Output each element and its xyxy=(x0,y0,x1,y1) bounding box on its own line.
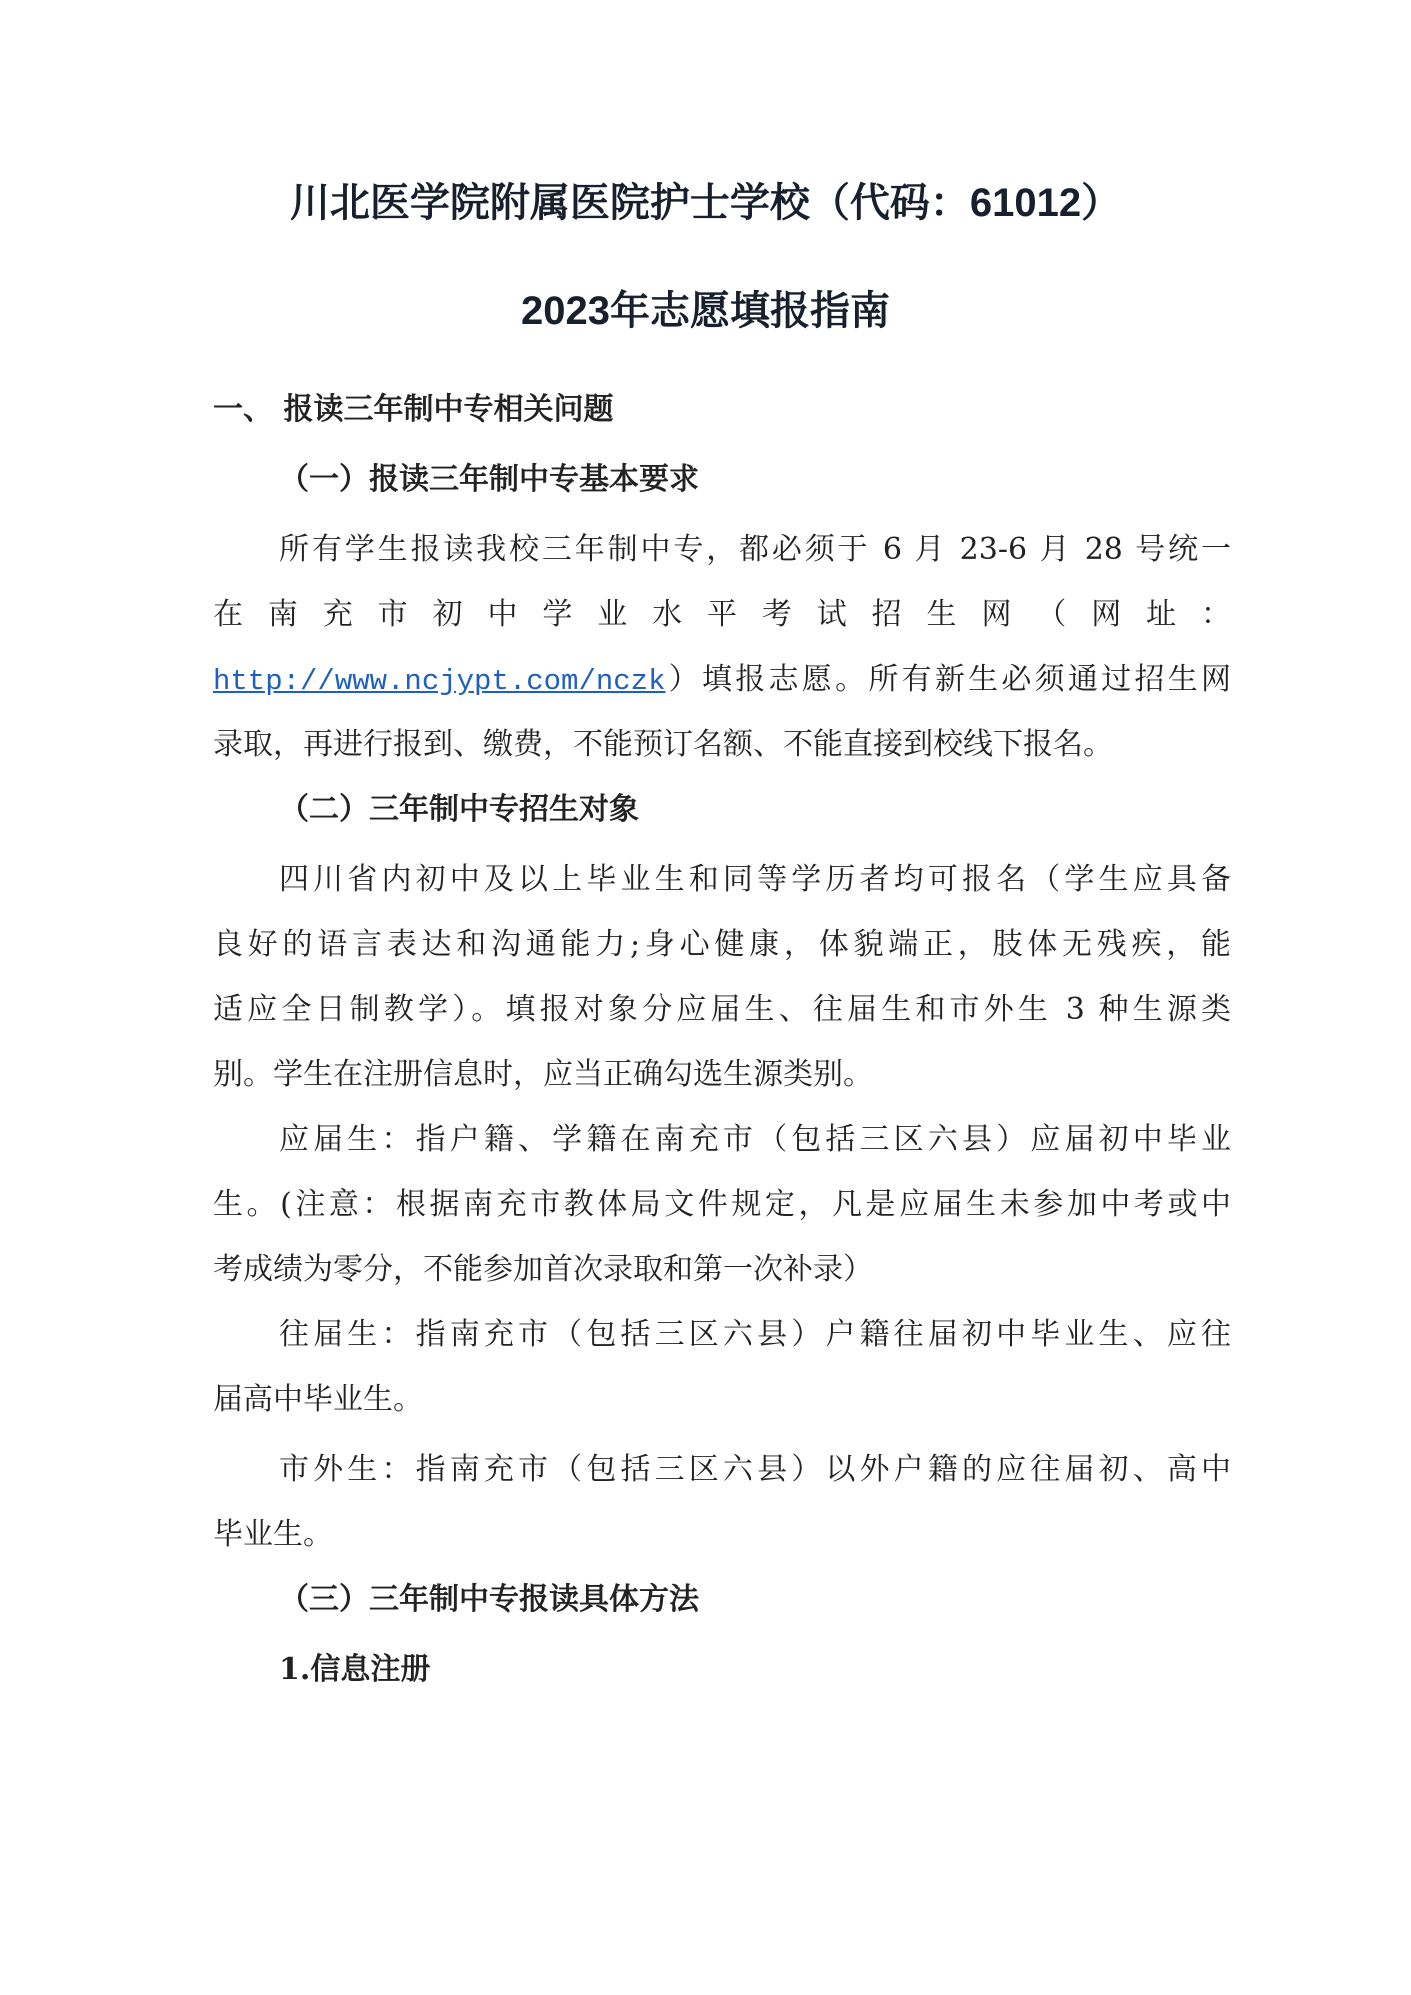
paragraph-text: ）填报志愿。所有新生必须通过招生网 xyxy=(665,662,1231,697)
paragraph-line: 所有学生报读我校三年制中专，都必须于 6 月 23-6 月 28 号统一 xyxy=(279,532,1231,567)
paragraph-line: 良好的语言表达和沟通能力;身心健康，体貌端正，肢体无残疾，能 xyxy=(213,927,1231,962)
subsection-heading: （三）三年制中专报读具体方法 xyxy=(279,1582,699,1617)
paragraph-line: 录取，再进行报到、缴费，不能预订名额、不能直接到校线下报名。 xyxy=(213,727,1113,762)
subsection-heading: （二）三年制中专招生对象 xyxy=(279,792,639,827)
paragraph-line: 别。学生在注册信息时，应当正确勾选生源类别。 xyxy=(213,1057,873,1092)
document-body xyxy=(213,377,1231,1702)
document-subtitle: 2023年志愿填报指南 xyxy=(521,289,890,333)
paragraph-line: 在南充市初中学业水平考试招生网（网址： xyxy=(213,597,1231,632)
paragraph-line: 考成绩为零分，不能参加首次录取和第一次补录） xyxy=(213,1252,873,1287)
paragraph-line: 市外生：指南充市（包括三区六县）以外户籍的应往届初、高中 xyxy=(279,1452,1231,1487)
website-link[interactable]: http://www.ncjypt.com/nczk xyxy=(213,665,666,698)
paragraph-line: 生。(注意：根据南充市教体局文件规定，凡是应届生未参加中考或中 xyxy=(213,1187,1231,1222)
subsection-heading: （一）报读三年制中专基本要求 xyxy=(279,462,699,497)
list-item-heading: 1.信息注册 xyxy=(279,1652,431,1687)
paragraph-line: 四川省内初中及以上毕业生和同等学历者均可报名（学生应具备 xyxy=(279,862,1231,897)
paragraph-line-with-link xyxy=(213,647,1231,712)
document-title: 川北医学院附属医院护士学校（代码：61012） xyxy=(289,181,1122,225)
paragraph-line: 届高中毕业生。 xyxy=(213,1382,423,1417)
paragraph-line: 应届生：指户籍、学籍在南充市（包括三区六县）应届初中毕业 xyxy=(279,1122,1231,1157)
paragraph-line: 往届生：指南充市（包括三区六县）户籍往届初中毕业生、应往 xyxy=(279,1317,1231,1352)
paragraph-line: 适应全日制教学）。填报对象分应届生、往届生和市外生 3 种生源类 xyxy=(213,992,1231,1027)
paragraph-line: 毕业生。 xyxy=(213,1517,333,1552)
section-heading: 一、 报读三年制中专相关问题 xyxy=(213,392,614,427)
